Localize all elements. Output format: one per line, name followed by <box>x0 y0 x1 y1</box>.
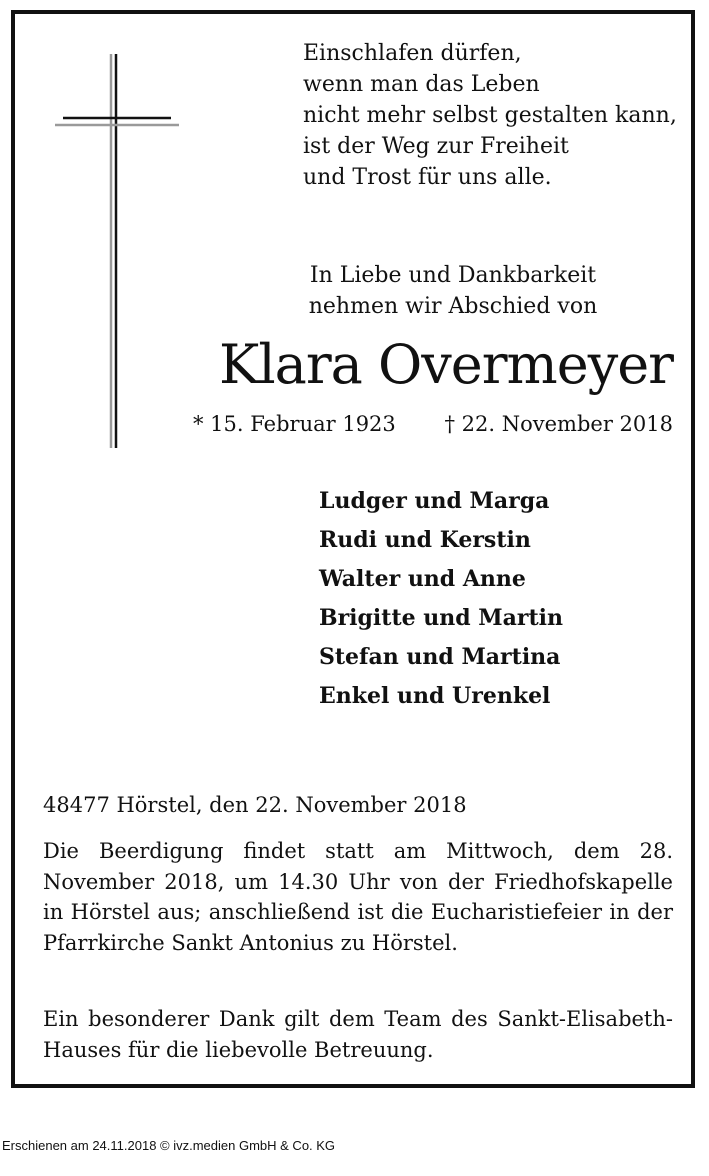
poem-line: Einschlafen dürfen, <box>303 41 522 66</box>
poem-line: wenn man das Leben <box>303 72 540 97</box>
death-date: † 22. November 2018 <box>444 412 673 436</box>
cross-icon <box>55 54 179 448</box>
family-list <box>319 482 563 716</box>
poem-line: und Trost für uns alle. <box>303 165 552 190</box>
intro-line: nehmen wir Abschied von <box>308 294 598 319</box>
deceased-name: Klara Overmeyer <box>219 333 673 396</box>
obituary-frame <box>11 10 695 1088</box>
family-member: Stefan und Martina <box>319 644 561 670</box>
poem-line: nicht mehr selbst gestalten kann, <box>303 103 677 128</box>
publication-footer: Erschienen am 24.11.2018 © ivz.medien GmbH & Co. KG <box>2 1138 336 1153</box>
funeral-details: Die Beerdigung findet statt am Mittwoch, dem 28. November 2018, um 14.30 Uhr von der Friedhofskapelle in Hörstel aus; anschließend ist die Eucharistiefeier in der Pfarrkirche Sankt Antonius zu Hörstel. <box>43 839 673 955</box>
birth-date: * 15. Februar 1923 <box>193 412 396 436</box>
poem <box>303 38 677 193</box>
family-member: Rudi und Kerstin <box>319 527 531 553</box>
family-member: Enkel und Urenkel <box>319 683 551 709</box>
family-member: Walter und Anne <box>319 566 526 592</box>
family-member: Ludger und Marga <box>319 488 550 514</box>
poem-line: ist der Weg zur Freiheit <box>303 134 569 159</box>
family-member: Brigitte und Martin <box>319 605 564 631</box>
place-date: 48477 Hörstel, den 22. November 2018 <box>43 793 467 817</box>
farewell-intro <box>235 260 671 322</box>
thanks-note: Ein besonderer Dank gilt dem Team des Sankt-Elisabeth-Hauses für die liebevolle Betreuung. <box>43 1007 673 1062</box>
intro-line: In Liebe und Dankbarkeit <box>309 263 597 288</box>
